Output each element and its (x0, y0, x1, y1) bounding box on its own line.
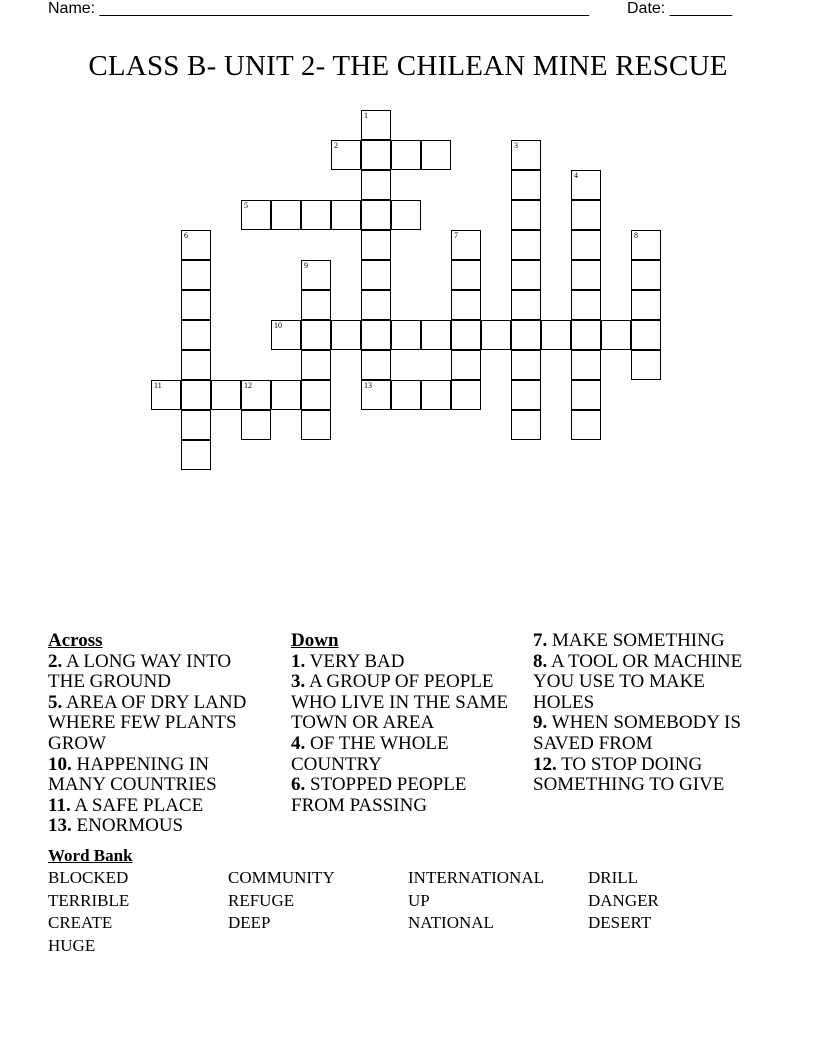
crossword-cell[interactable] (361, 260, 391, 290)
crossword-cell[interactable] (571, 410, 601, 440)
across-clue-10 (48, 755, 270, 796)
crossword-cell[interactable] (361, 230, 391, 260)
down-clue-7 (533, 631, 768, 652)
crossword-cell[interactable] (181, 230, 211, 260)
crossword-cell[interactable] (571, 320, 601, 350)
word-bank-title: Word Bank (48, 846, 133, 865)
crossword-cell[interactable] (301, 200, 331, 230)
crossword-cell[interactable] (511, 290, 541, 320)
clue-text: MAKE SOMETHING (547, 630, 725, 651)
clue-number: 2. (48, 650, 63, 672)
crossword-cell[interactable] (511, 260, 541, 290)
down-clue-12 (533, 755, 768, 796)
clue-number: 13. (48, 815, 72, 837)
crossword-cell[interactable] (451, 380, 481, 410)
clue-number-label: 7 (454, 231, 458, 240)
crossword-cell[interactable] (361, 290, 391, 320)
crossword-cell[interactable] (451, 230, 481, 260)
clue-number-label: 8 (634, 231, 638, 240)
clue-number: 1. (291, 650, 306, 672)
crossword-cell[interactable] (421, 380, 451, 410)
crossword-cell[interactable] (481, 320, 511, 350)
word-bank-item: DEEP (228, 913, 271, 932)
page-title: CLASS B- UNIT 2- THE CHILEAN MINE RESCUE (88, 50, 728, 82)
crossword-cell[interactable] (181, 290, 211, 320)
crossword-cell[interactable] (421, 140, 451, 170)
crossword-cell[interactable] (181, 260, 211, 290)
clue-number-label: 3 (514, 141, 518, 150)
clue-text: WHEN SOMEBODY IS SAVED FROM (533, 712, 741, 754)
crossword-cell[interactable] (181, 350, 211, 380)
crossword-cell[interactable] (451, 320, 481, 350)
clue-text: HAPPENING IN MANY COUNTRIES (48, 753, 217, 796)
crossword-cell[interactable] (451, 260, 481, 290)
crossword-cell[interactable] (361, 350, 391, 380)
across-clues (48, 631, 270, 837)
word-bank-item: CREATE (48, 913, 113, 932)
crossword-cell[interactable] (631, 230, 661, 260)
down-clue-1 (291, 652, 513, 673)
crossword-cell[interactable] (631, 260, 661, 290)
crossword-cell[interactable] (181, 410, 211, 440)
across-heading: Across (48, 630, 103, 651)
across-clue-5 (48, 693, 270, 755)
clue-number: 10. (48, 753, 72, 775)
crossword-cell[interactable] (511, 350, 541, 380)
clue-number: 4. (291, 732, 306, 754)
crossword-cell[interactable] (451, 290, 481, 320)
word-bank-item: BLOCKED (48, 868, 129, 887)
crossword-cell[interactable] (571, 380, 601, 410)
word-bank-item: DESERT (588, 913, 652, 932)
clue-number: 8. (533, 650, 548, 672)
crossword-cell[interactable] (571, 290, 601, 320)
crossword-cell[interactable] (511, 140, 541, 170)
across-clue-2 (48, 652, 270, 693)
crossword-cell[interactable] (181, 440, 211, 470)
crossword-cell[interactable] (631, 320, 661, 350)
crossword-cell[interactable] (391, 320, 421, 350)
crossword-cell[interactable] (301, 260, 331, 290)
crossword-cell[interactable] (331, 140, 361, 170)
clue-text: A GROUP OF PEOPLE WHO LIVE IN THE SAME TOWN OR AREA (291, 671, 509, 734)
clue-text: A SAFE PLACE (70, 794, 204, 816)
crossword-cell[interactable] (301, 350, 331, 380)
crossword-cell[interactable] (331, 200, 361, 230)
down-clue-4 (291, 734, 513, 775)
crossword-cell[interactable] (241, 200, 271, 230)
down-heading: Down (291, 630, 339, 651)
crossword-cell[interactable] (571, 200, 601, 230)
clue-text: A LONG WAY INTO THE GROUND (48, 650, 232, 693)
crossword-cell[interactable] (361, 320, 391, 350)
crossword-cell[interactable] (571, 170, 601, 200)
crossword-cell[interactable] (331, 320, 361, 350)
clue-text: TO STOP DOING SOMETHING TO GIVE (533, 753, 725, 796)
crossword-cell[interactable] (631, 350, 661, 380)
clue-number: 11. (48, 794, 71, 816)
crossword-cell[interactable] (361, 170, 391, 200)
clue-number-label: 1 (364, 111, 368, 120)
word-bank-item: UP (408, 891, 430, 910)
word-bank-item: INTERNATIONAL (408, 868, 544, 887)
crossword-cell[interactable] (511, 410, 541, 440)
clue-text: VERY BAD (305, 650, 405, 672)
clue-number-label: 4 (574, 171, 578, 180)
down-clues-continued (533, 631, 768, 796)
crossword-cell[interactable] (601, 320, 631, 350)
crossword-cell[interactable] (301, 410, 331, 440)
word-bank-item: HUGE (48, 936, 96, 955)
clue-number: 5. (48, 691, 63, 713)
clue-number-label: 10 (274, 321, 282, 330)
clue-text: OF THE WHOLE COUNTRY (291, 732, 449, 775)
crossword-cell[interactable] (271, 380, 301, 410)
crossword-cell[interactable] (631, 290, 661, 320)
crossword-cell[interactable] (181, 320, 211, 350)
word-bank-item: TERRIBLE (48, 891, 130, 910)
clue-text: A TOOL OR MACHINE YOU USE TO MAKE HOLES (533, 650, 743, 713)
crossword-cell[interactable] (151, 380, 181, 410)
down-clue-8 (533, 652, 768, 714)
crossword-cell[interactable] (301, 290, 331, 320)
crossword-cell[interactable] (301, 380, 331, 410)
crossword-cell[interactable] (361, 200, 391, 230)
word-bank-item: NATIONAL (408, 913, 494, 932)
crossword-cell[interactable] (571, 260, 601, 290)
crossword-cell[interactable] (181, 380, 211, 410)
crossword-cell[interactable] (271, 320, 301, 350)
clue-number: 9. (533, 712, 548, 734)
crossword-cell[interactable] (361, 380, 391, 410)
date-field-label: Date: _______ (627, 0, 732, 17)
clue-number: 6. (291, 774, 306, 796)
crossword-cell[interactable] (241, 410, 271, 440)
down-clue-9 (533, 713, 768, 754)
word-bank-item: COMMUNITY (228, 868, 335, 887)
crossword-cell[interactable] (571, 230, 601, 260)
crossword-cell[interactable] (361, 140, 391, 170)
crossword-cell[interactable] (511, 320, 541, 350)
down-clue-3 (291, 672, 513, 734)
clue-number-label: 6 (184, 231, 188, 240)
crossword-cell[interactable] (541, 320, 571, 350)
crossword-grid (0, 0, 816, 470)
crossword-cell[interactable] (301, 320, 331, 350)
clue-text: ENORMOUS (71, 815, 184, 837)
crossword-cell[interactable] (511, 380, 541, 410)
clue-number-label: 11 (154, 381, 162, 390)
crossword-cell[interactable] (571, 350, 601, 380)
clue-number: 12. (533, 753, 557, 775)
clue-number: 3. (291, 671, 306, 693)
across-clue-13 (48, 816, 270, 837)
clue-number-label: 2 (334, 141, 338, 150)
crossword-cell[interactable] (511, 230, 541, 260)
crossword-cell[interactable] (511, 200, 541, 230)
clue-number-label: 12 (244, 381, 252, 390)
word-bank-item: DANGER (588, 891, 659, 910)
word-bank-item: REFUGE (228, 891, 295, 910)
word-bank-item: DRILL (588, 868, 639, 887)
crossword-cell[interactable] (391, 140, 421, 170)
clue-text: AREA OF DRY LAND WHERE FEW PLANTS GROW (48, 691, 247, 754)
clue-number: 7. (533, 630, 548, 651)
clue-number-label: 13 (364, 381, 372, 390)
down-clue-6 (291, 775, 513, 816)
clue-number-label: 5 (244, 201, 248, 210)
crossword-cell[interactable] (391, 380, 421, 410)
crossword-cell[interactable] (241, 380, 271, 410)
down-clues (291, 631, 513, 816)
clue-text: STOPPED PEOPLE FROM PASSING (291, 774, 467, 816)
crossword-cell[interactable] (271, 200, 301, 230)
crossword-cell[interactable] (391, 200, 421, 230)
clue-number-label: 9 (304, 261, 308, 270)
across-clue-11 (48, 796, 270, 817)
crossword-cell[interactable] (511, 170, 541, 200)
crossword-cell[interactable] (451, 350, 481, 380)
crossword-cell[interactable] (421, 320, 451, 350)
name-field-label: Name: _______________________________________________________ (48, 0, 589, 17)
crossword-cell[interactable] (361, 110, 391, 140)
crossword-cell[interactable] (211, 380, 241, 410)
